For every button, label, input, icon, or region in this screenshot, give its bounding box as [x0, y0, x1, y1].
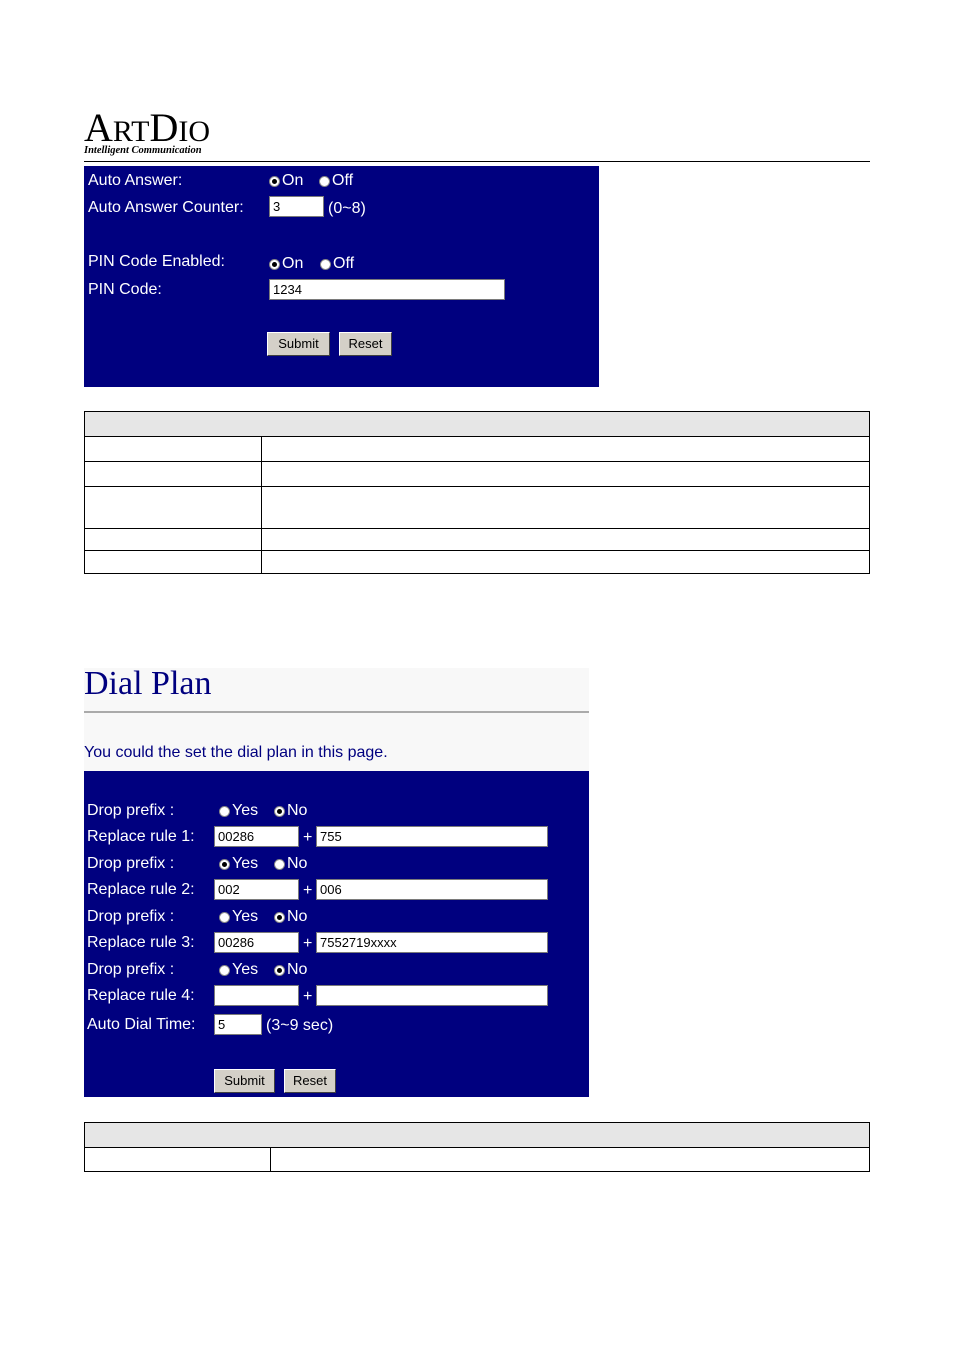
auto-answer-panel [84, 166, 599, 387]
drop-prefix-4-no-radio[interactable]: No [274, 961, 307, 979]
artdio-logo [84, 105, 224, 158]
plus-sign: + [303, 988, 313, 1005]
table-cell [262, 437, 870, 462]
replace-rule-2-prefix-input[interactable] [214, 879, 299, 900]
table-cell [85, 462, 262, 487]
replace-rule-1-prefix-input[interactable] [214, 826, 299, 847]
dial-plan-panel [84, 771, 589, 1097]
radio-dot [320, 259, 331, 270]
pin-code-label: PIN Code: [88, 281, 162, 298]
submit-button[interactable]: Submit [267, 332, 330, 356]
replace-rule-3-prefix-input[interactable] [214, 932, 299, 953]
auto-answer-counter-label: Auto Answer Counter: [88, 199, 244, 216]
radio-dot [219, 859, 230, 870]
page-title: Dial Plan [84, 665, 212, 702]
radio-dot [274, 912, 285, 923]
plus-sign: + [303, 829, 313, 846]
replace-rule-1-replacement-input[interactable] [316, 826, 548, 847]
table-cell [271, 1148, 870, 1172]
description-table [84, 411, 870, 574]
radio-dot [274, 965, 285, 976]
replace-rule-1-label: Replace rule 1: [87, 828, 195, 845]
radio-dot [219, 806, 230, 817]
table-cell [262, 551, 870, 574]
page-description: You could the set the dial plan in this page. [84, 744, 388, 761]
replace-rule-4-prefix-input[interactable] [214, 985, 299, 1006]
submit-button[interactable]: Submit [214, 1069, 275, 1093]
radio-dot [219, 912, 230, 923]
radio-dot [269, 176, 280, 187]
dial-plan-description-table [84, 1122, 870, 1172]
auto-answer-off-radio[interactable]: Off [319, 172, 353, 190]
replace-rule-2-label: Replace rule 2: [87, 881, 195, 898]
logo-tagline: Intelligent Communication [84, 145, 202, 156]
radio-dot [274, 859, 285, 870]
table-header [85, 412, 870, 437]
drop-prefix-label: Drop prefix : [87, 802, 175, 819]
table-cell [262, 487, 870, 529]
auto-answer-label: Auto Answer: [88, 172, 183, 189]
counter-range-hint: (0~8) [328, 200, 366, 217]
pin-code-input[interactable] [269, 279, 505, 300]
table-cell [85, 437, 262, 462]
header-divider [84, 161, 870, 162]
drop-prefix-1-no-radio[interactable]: No [274, 802, 307, 820]
auto-answer-on-radio[interactable]: On [269, 172, 303, 190]
replace-rule-3-label: Replace rule 3: [87, 934, 195, 951]
drop-prefix-label: Drop prefix : [87, 908, 175, 925]
radio-dot [274, 806, 285, 817]
drop-prefix-3-no-radio[interactable]: No [274, 908, 307, 926]
table-header [85, 1123, 870, 1148]
pin-enabled-label: PIN Code Enabled: [88, 253, 225, 270]
title-divider [84, 711, 589, 713]
reset-button[interactable]: Reset [339, 332, 392, 356]
reset-button[interactable]: Reset [284, 1069, 336, 1093]
auto-answer-counter-input[interactable] [269, 196, 324, 217]
replace-rule-4-label: Replace rule 4: [87, 987, 195, 1004]
drop-prefix-3-yes-radio[interactable]: Yes [219, 908, 258, 926]
radio-dot [319, 176, 330, 187]
plus-sign: + [303, 882, 313, 899]
auto-dial-range-hint: (3~9 sec) [266, 1017, 334, 1034]
radio-dot [269, 259, 280, 270]
table-cell [85, 551, 262, 574]
auto-dial-time-input[interactable] [214, 1014, 262, 1035]
drop-prefix-2-yes-radio[interactable]: Yes [219, 855, 258, 873]
auto-dial-time-label: Auto Dial Time: [87, 1016, 196, 1033]
plus-sign: + [303, 935, 313, 952]
table-cell [262, 462, 870, 487]
radio-dot [219, 965, 230, 976]
pin-enabled-off-radio[interactable]: Off [320, 255, 354, 273]
drop-prefix-label: Drop prefix : [87, 961, 175, 978]
drop-prefix-4-yes-radio[interactable]: Yes [219, 961, 258, 979]
drop-prefix-2-no-radio[interactable]: No [274, 855, 307, 873]
table-cell [262, 529, 870, 551]
pin-enabled-on-radio[interactable]: On [269, 255, 303, 273]
drop-prefix-label: Drop prefix : [87, 855, 175, 872]
table-cell [85, 1148, 271, 1172]
table-cell [85, 487, 262, 529]
drop-prefix-1-yes-radio[interactable]: Yes [219, 802, 258, 820]
replace-rule-3-replacement-input[interactable] [316, 932, 548, 953]
replace-rule-2-replacement-input[interactable] [316, 879, 548, 900]
logo-wordmark: ARTDIO [84, 105, 210, 150]
table-cell [85, 529, 262, 551]
replace-rule-4-replacement-input[interactable] [316, 985, 548, 1006]
